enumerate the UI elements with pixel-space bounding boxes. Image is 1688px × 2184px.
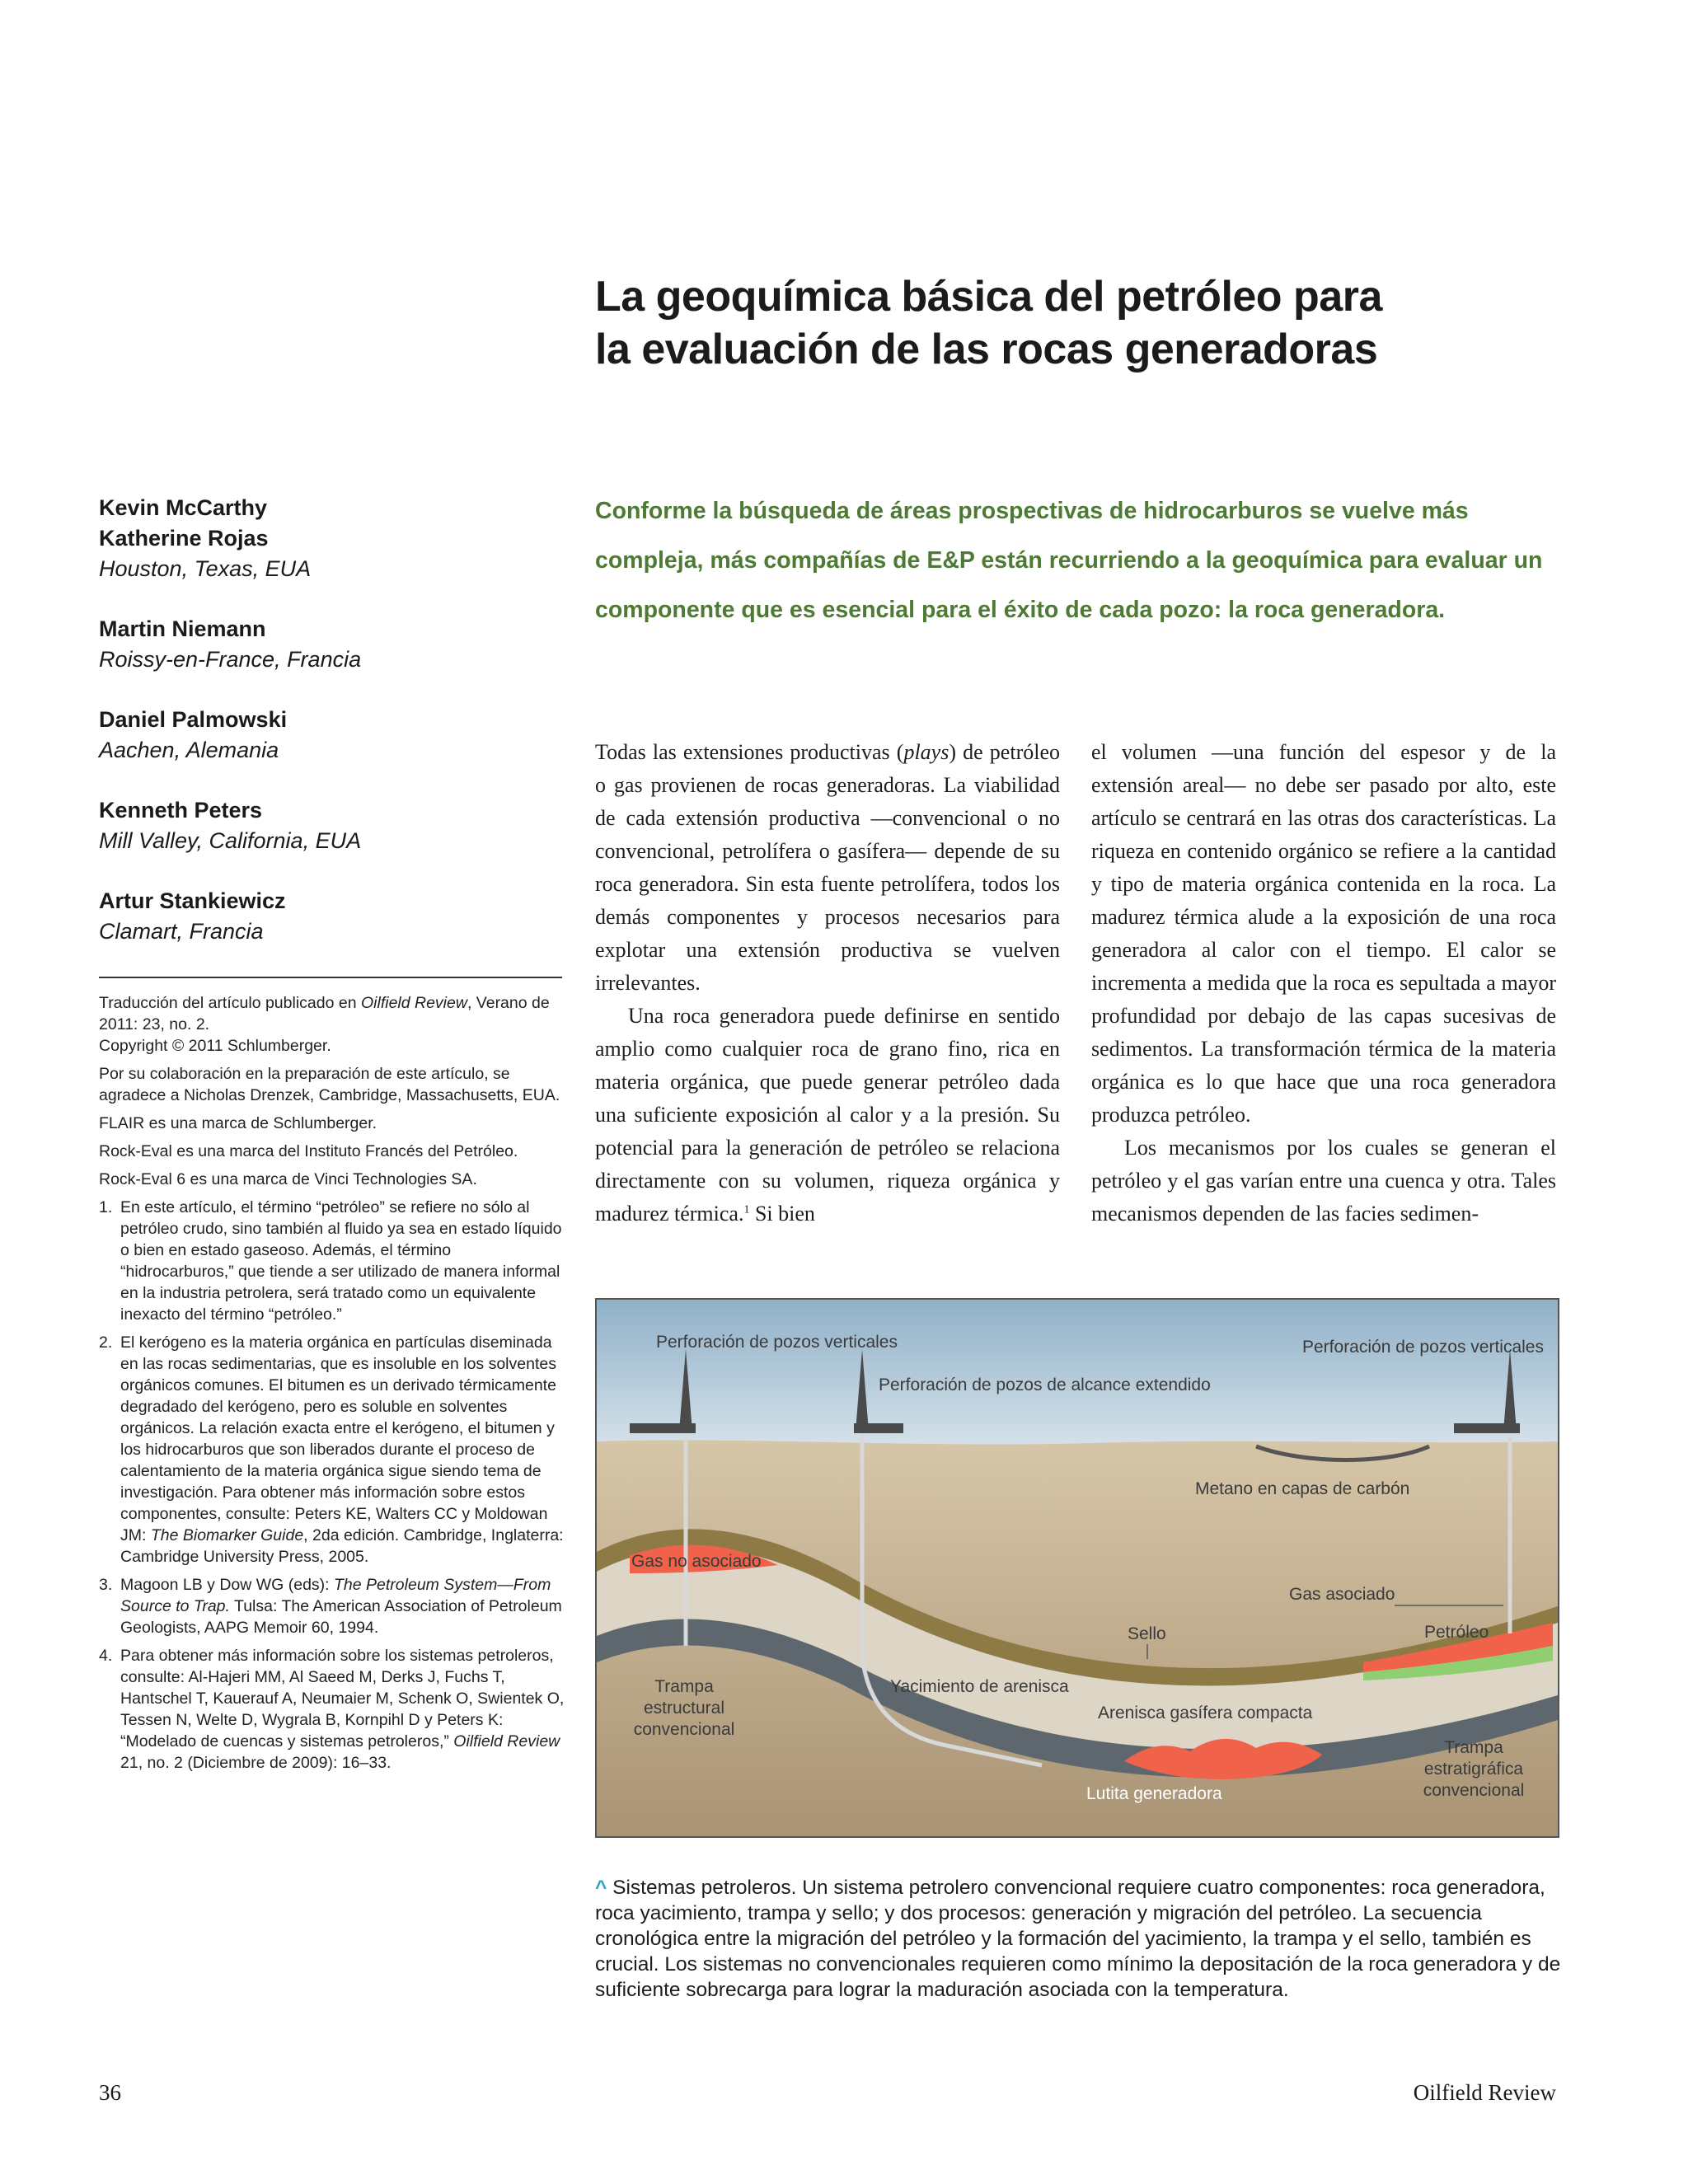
footnote-list [99, 1197, 565, 1774]
footnote-text: Tulsa: The American Association of Petroleum Geologists, AAPG Memoir 60, 1994. [120, 1597, 562, 1637]
footnote: 1. En este artículo, el término “petróleo” se refiere no sólo al petróleo crudo, sino también al fluido ya sea en estado líquido o bien en estado gaseoso. Además, el término “hidrocarburos,” que tiende a ser utilizado de manera informal en la industria petrolera, será tratado como un equivalente inexacto del término “petróleo.” [99, 1198, 562, 1324]
body-column-1 [595, 736, 1060, 1230]
lead-paragraph: Conforme la búsqueda de áreas prospectivas de hidrocarburos se vuelve más compleja, más compañías de E&P están recurriendo a la geoquímica para evaluar un componente que es esencial para el éxito de cada pozo: la roca generadora. [595, 498, 1543, 623]
body-text: Una roca generadora puede definirse en sentido amplio como cualquier roca de grano fino, rica en materia orgánica, que puede generar petróleo dada una suficiente exposición al calor y a la presión. Su potencial para la generación de petróleo se relaciona directamente con su volumen, riqueza orgánica y madurez térmica. [595, 1004, 1060, 1226]
trademark-note: FLAIR es una marca de Schlumberger. [99, 1114, 377, 1132]
footnote-ref[interactable]: 1 [743, 1203, 750, 1216]
footnote-text: 21, no. 2 (Diciembre de 2009): 16–33. [120, 1754, 392, 1772]
journal-footer: Oilfield Review [1413, 2080, 1556, 2105]
label-vertical-left: Perforación de pozos verticales [656, 1333, 898, 1352]
body-text: Si bien [749, 1202, 815, 1226]
label-nonassociated-gas: Gas no asociado [631, 1552, 762, 1571]
label-structural-trap: convencional [633, 1720, 735, 1739]
author-name: Artur Stankiewicz [99, 888, 286, 913]
author-group [99, 705, 560, 766]
journal-name: Oilfield Review [360, 994, 467, 1012]
journal-name: Oilfield Review [453, 1732, 560, 1750]
caption-text: Sistemas petroleros. Un sistema petrolero convencional requiere cuatro componentes: roca generadora, roca yacimiento, trampa y sello; y dos procesos: generación y migración del petróleo. La secuencia cronológica entre la migración del petróleo y la formación del yacimiento, la trampa y el sello, también es crucial. Los sistemas no convencionales requieren como mínimo la depositación de la roca generadora y de suficiente sobrecarga para lograr la maduración asociada con la temperatura. [595, 1876, 1561, 2001]
author-location: Clamart, Francia [99, 919, 264, 944]
label-stratigraphic-trap: convencional [1423, 1781, 1525, 1800]
author-location: Houston, Texas, EUA [99, 556, 312, 581]
footnote: 4. Para obtener más información sobre los sistemas petroleros, consulte: Al-Hajeri MM, Al Saeed M, Derks J, Fuchs T, Hantschel T, Kauerauf A, Neumaier M, Schenk O, Swientek O, Tessen N, Welte D, Wygrala B, Kornpihl D y Peters K: “Modelado de cuencas y sistemas petroleros,” Oilfield Review 21, no. 2 (Diciembre de 2009): 16–33. [99, 1647, 565, 1772]
book-title: The Petroleum System—From Source to Trap. [120, 1576, 551, 1615]
petroleum-system-diagram [597, 1300, 1558, 1836]
sidebar-notes [99, 992, 565, 1780]
label-vertical-right: Perforación de pozos verticales [1302, 1338, 1544, 1357]
label-seal: Sello [1128, 1624, 1166, 1643]
footnote-text: Para obtener más información sobre los sistemas petroleros, consulte: Al-Hajeri MM, Al Saeed M, Derks J, Fuchs T, Hantschel T, Kauerauf A, Neumaier M, Schenk O, Swientek O, Tessen N, Welte D, Wygrala B, Kornpihl D y Peters K: “Modelado de cuencas y sistemas petroleros,” [120, 1647, 565, 1750]
body-paragraph: Los mecanismos por los cuales se generan el petróleo y el gas varían entre una cuenca y otra. Tales mecanismos dependen de las facies sedimen- [1091, 1136, 1556, 1226]
acknowledgement-note: Por su colaboración en la preparación de este artículo, se agradece a Nicholas Drenzek, Cambridge, Massachusetts, EUA. [99, 1065, 560, 1104]
body-text: ) de petróleo o gas provienen de rocas generadoras. La viabilidad de cada extensión productiva —convencional o no convencional, petrolífera o gasífera— depende de su roca generadora. Sin esta fuente petrolífera, todos los demás componentes y procesos necesarios para explotar una extensión productiva se vuelven irrelevantes. [595, 740, 1060, 995]
footnote-text: Magoon LB y Dow WG (eds): [120, 1576, 335, 1594]
article-title [595, 270, 1667, 376]
copyright-note: Copyright © 2011 Schlumberger. [99, 1037, 331, 1055]
label-tight-gas-sand: Arenisca gasífera compacta [1098, 1704, 1313, 1722]
caption-marker: ^ [595, 1876, 607, 1899]
label-source-shale: Lutita generadora [1086, 1784, 1222, 1803]
body-paragraph [595, 736, 1060, 1000]
footnote: 2. El kerógeno es la materia orgánica en partículas diseminada en las rocas sedimentarias, que es insoluble en los solventes orgánicos comunes. El bitumen es un derivado térmicamente degradado del kerógeno, pero es soluble en solventes orgánicos. La relación exacta entre el kerógeno, el bitumen y los hidrocarburos que son liberados durante el proceso de calentamiento de la materia orgánica sigue siendo tema de investigación. Para obtener más información sobre estos componentes, consulte: Peters KE, Walters CC y Moldowan JM: The Biomarker Guide, 2da edición. Cambridge, Inglaterra: Cambridge University Press, 2005. [99, 1333, 564, 1566]
author-location: Roissy-en-France, Francia [99, 647, 362, 672]
note-text: Traducción del artículo publicado en [99, 994, 361, 1012]
label-associated-gas: Gas asociado [1289, 1585, 1395, 1604]
title-line-1: La geoquímica básica del petróleo para [595, 273, 1382, 321]
author-name: Martin Niemann [99, 616, 266, 641]
footnote-text: En este artículo, el término “petróleo” se refiere no sólo al petróleo crudo, sino también al fluido ya sea en estado líquido o bien en estado gaseoso. Además, el término “hidrocarburos,” que tiende a ser utilizado de manera informal en la industria petrolera, será tratado como un equivalente inexacto del término “petróleo.” [120, 1198, 562, 1324]
body-paragraph [595, 1000, 1060, 1230]
author-group [99, 493, 560, 584]
label-stratigraphic-trap: Trampa [1444, 1738, 1503, 1757]
page-number: 36 [99, 2080, 121, 2105]
body-paragraph: el volumen —una función del espesor y de la extensión areal— no debe ser pasado por alto, este artículo se centrará en las otras dos características. La riqueza en contenido orgánico se refiere a la cantidad y tipo de materia orgánica contenida en la roca. La madurez térmica alude a la exposición de una roca generadora al calor con el tiempo. El calor se incrementa a medida que la roca es sepultada a mayor profundidad por debajo de las capas sucesivas de sedimentos. La transformación térmica de la materia orgánica es lo que hace que una roca generadora produzca petróleo. [1091, 740, 1556, 1127]
label-coalbed-methane: Metano en capas de carbón [1195, 1479, 1410, 1498]
label-sandstone-reservoir: Yacimiento de arenisca [890, 1677, 1069, 1696]
label-oil: Petróleo [1424, 1623, 1489, 1642]
petroleum-system-figure [595, 1298, 1559, 1838]
label-extended-reach: Perforación de pozos de alcance extendido [879, 1376, 1211, 1394]
author-group [99, 614, 560, 675]
sidebar-divider [99, 977, 562, 978]
label-stratigraphic-trap: estratigráfica [1423, 1760, 1524, 1779]
author-location: Aachen, Alemania [99, 738, 279, 762]
title-line-2: la evaluación de las rocas generadoras [595, 326, 1378, 373]
trademark-note: Rock-Eval 6 es una marca de Vinci Technologies SA. [99, 1170, 477, 1188]
author-name: Kevin McCarthy [99, 495, 268, 520]
author-group [99, 795, 560, 856]
author-name: Daniel Palmowski [99, 707, 288, 732]
italic-term: plays [903, 740, 950, 764]
footnote-text: El kerógeno es la materia orgánica en partículas diseminada en las rocas sedimentarias, que es insoluble en los solventes orgánicos comunes. El bitumen es un derivado térmicamente degradado del kerógeno, pero es soluble en solventes orgánicos. La relación exacta entre el kerógeno, el bitumen y los hidrocarburos que son liberados durante el proceso de calentamiento de la materia orgánica sigue siendo tema de investigación. Para obtener más información sobre estos componentes, consulte: Peters KE, Walters CC y Moldowan JM: [120, 1333, 556, 1544]
author-name: Kenneth Peters [99, 798, 263, 823]
note-text: , Verano de 2011: 23, no. 2. [99, 994, 550, 1033]
body-text: Todas las extensiones productivas ( [595, 740, 904, 764]
label-structural-trap: estructural [643, 1699, 725, 1718]
label-structural-trap: Trampa [654, 1677, 714, 1696]
body-column-2 [1091, 736, 1556, 1230]
author-list [99, 493, 560, 977]
author-group [99, 886, 560, 947]
figure-caption [595, 1875, 1568, 2003]
trademark-note: Rock-Eval es una marca del Instituto Francés del Petróleo. [99, 1142, 518, 1160]
translation-note [99, 992, 565, 1057]
footnote-text: , 2da edición. Cambridge, Inglaterra: Cambridge University Press, 2005. [120, 1526, 564, 1566]
sky [597, 1300, 1558, 1448]
author-name: Katherine Rojas [99, 526, 269, 551]
author-location: Mill Valley, California, EUA [99, 828, 362, 853]
book-title: The Biomarker Guide [150, 1526, 304, 1544]
footnote: 3. Magoon LB y Dow WG (eds): The Petroleum System—From Source to Trap. Tulsa: The American Association of Petroleum Geologists, AAPG Memoir 60, 1994. [99, 1576, 562, 1637]
